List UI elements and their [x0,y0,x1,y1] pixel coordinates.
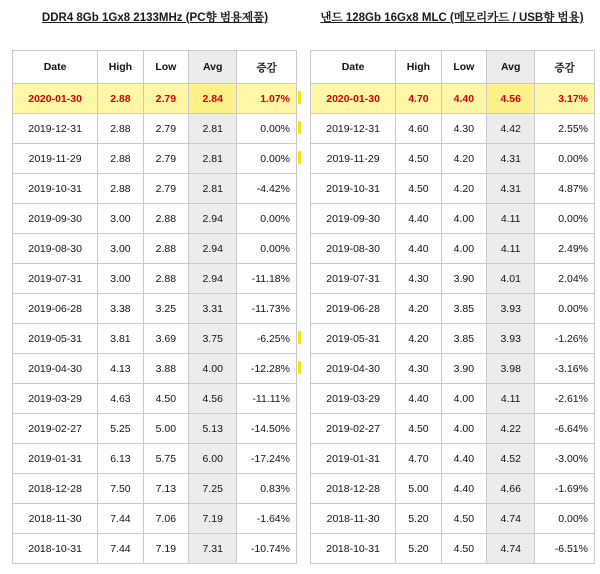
table-row [13,234,297,264]
high-cell: 4.30 [396,264,441,294]
change-cell: 0.00% [535,144,595,174]
table-row [13,84,297,114]
high-cell: 3.00 [98,234,143,264]
low-cell: 3.90 [441,354,486,384]
low-cell: 4.40 [441,444,486,474]
avg-cell: 4.11 [487,234,535,264]
date-cell: 2018-10-31 [13,534,98,564]
high-cell: 4.40 [396,234,441,264]
change-cell: 2.55% [535,114,595,144]
column-header-low: Low [441,51,486,84]
dram-price-table [12,50,297,564]
change-cell: -17.24% [237,444,297,474]
high-cell: 2.88 [98,84,143,114]
date-cell: 2018-12-28 [311,474,396,504]
high-cell: 6.13 [98,444,143,474]
high-cell: 4.70 [396,444,441,474]
change-cell: -10.74% [237,534,297,564]
date-cell: 2019-04-30 [13,354,98,384]
table-row [311,174,595,204]
column-header-avg: Avg [487,51,535,84]
avg-cell: 2.94 [189,234,237,264]
avg-cell: 4.00 [189,354,237,384]
avg-cell: 4.74 [487,534,535,564]
date-cell: 2019-09-30 [13,204,98,234]
date-cell: 2019-06-28 [311,294,396,324]
high-cell: 7.44 [98,504,143,534]
table-row [13,444,297,474]
high-cell: 5.25 [98,414,143,444]
change-cell: -1.26% [535,324,595,354]
change-cell: -3.16% [535,354,595,384]
table-row [311,204,595,234]
low-cell: 7.06 [143,504,188,534]
avg-cell: 4.11 [487,384,535,414]
high-cell: 7.44 [98,534,143,564]
avg-cell: 3.93 [487,324,535,354]
avg-cell: 3.31 [189,294,237,324]
change-cell: 0.00% [237,234,297,264]
table-row [13,384,297,414]
avg-cell: 4.22 [487,414,535,444]
table-row [13,144,297,174]
table-row [13,354,297,384]
change-cell: -2.61% [535,384,595,414]
avg-cell: 7.19 [189,504,237,534]
avg-cell: 5.13 [189,414,237,444]
low-cell: 7.19 [143,534,188,564]
low-cell: 4.00 [441,234,486,264]
high-cell: 3.00 [98,264,143,294]
date-cell: 2019-08-30 [13,234,98,264]
change-cell: 0.00% [535,504,595,534]
nand-price-table [310,50,595,564]
change-cell: 0.00% [535,294,595,324]
change-cell: -1.69% [535,474,595,504]
avg-cell: 2.81 [189,144,237,174]
high-cell: 5.00 [396,474,441,504]
high-cell: 4.20 [396,294,441,324]
low-cell: 4.00 [441,204,486,234]
date-cell: 2019-04-30 [311,354,396,384]
avg-cell: 2.94 [189,264,237,294]
date-cell: 2019-05-31 [311,324,396,354]
change-cell: 1.07% [237,84,297,114]
high-cell: 4.13 [98,354,143,384]
date-cell: 2019-09-30 [311,204,396,234]
table-row [13,294,297,324]
low-cell: 4.00 [441,384,486,414]
table-row [13,324,297,354]
avg-cell: 4.66 [487,474,535,504]
table-row [13,264,297,294]
column-header-high: High [396,51,441,84]
avg-cell: 4.56 [487,84,535,114]
avg-cell: 4.11 [487,204,535,234]
change-cell: -4.42% [237,174,297,204]
date-cell: 2018-11-30 [311,504,396,534]
column-header-change: 증감 [237,51,297,84]
low-cell: 5.75 [143,444,188,474]
avg-cell: 3.93 [487,294,535,324]
table-row [311,294,595,324]
low-cell: 4.20 [441,144,486,174]
change-cell: -6.64% [535,414,595,444]
low-cell: 4.50 [441,534,486,564]
right-table-title: 낸드 128Gb 16Gx8 MLC (메모리카드 / USB향 범용) [320,12,584,24]
low-cell: 3.88 [143,354,188,384]
high-cell: 4.50 [396,174,441,204]
column-header-date: Date [311,51,396,84]
avg-cell: 4.01 [487,264,535,294]
date-cell: 2019-07-31 [311,264,396,294]
low-cell: 2.88 [143,204,188,234]
table-row [311,474,595,504]
change-cell: -6.51% [535,534,595,564]
date-cell: 2018-12-28 [13,474,98,504]
avg-cell: 4.74 [487,504,535,534]
date-cell: 2019-06-28 [13,294,98,324]
high-cell: 5.20 [396,534,441,564]
low-cell: 2.88 [143,234,188,264]
high-cell: 4.40 [396,204,441,234]
low-cell: 4.50 [441,504,486,534]
low-cell: 4.30 [441,114,486,144]
low-cell: 3.85 [441,294,486,324]
avg-cell: 7.25 [189,474,237,504]
table-row [311,414,595,444]
table-row [311,354,595,384]
date-cell: 2019-10-31 [13,174,98,204]
high-cell: 5.20 [396,504,441,534]
date-cell: 2019-12-31 [311,114,396,144]
column-header-low: Low [143,51,188,84]
date-cell: 2019-10-31 [311,174,396,204]
date-cell: 2019-02-27 [13,414,98,444]
low-cell: 2.79 [143,144,188,174]
table-row [311,114,595,144]
avg-cell: 4.42 [487,114,535,144]
table-row [13,534,297,564]
table-row [13,174,297,204]
table-row [13,204,297,234]
avg-cell: 4.52 [487,444,535,474]
date-cell: 2018-10-31 [311,534,396,564]
table-row [311,504,595,534]
change-cell: -14.50% [237,414,297,444]
high-cell: 3.81 [98,324,143,354]
high-cell: 3.38 [98,294,143,324]
table-row [311,234,595,264]
left-table-title: DDR4 8Gb 1Gx8 2133MHz (PC향 범용제품) [41,12,269,24]
table-row [311,534,595,564]
date-cell: 2019-01-31 [13,444,98,474]
date-cell: 2020-01-30 [311,84,396,114]
date-cell: 2019-03-29 [13,384,98,414]
change-cell: 0.00% [535,204,595,234]
high-cell: 2.88 [98,144,143,174]
avg-cell: 7.31 [189,534,237,564]
highlight-marker [298,331,301,344]
table-row [311,444,595,474]
table-row [311,144,595,174]
low-cell: 2.79 [143,114,188,144]
high-cell: 2.88 [98,174,143,204]
low-cell: 4.40 [441,474,486,504]
avg-cell: 4.56 [189,384,237,414]
low-cell: 3.90 [441,264,486,294]
header-row [311,51,595,84]
low-cell: 2.79 [143,174,188,204]
high-cell: 7.50 [98,474,143,504]
change-cell: -3.00% [535,444,595,474]
table-row [311,384,595,414]
change-cell: -11.73% [237,294,297,324]
change-cell: -11.11% [237,384,297,414]
high-cell: 4.63 [98,384,143,414]
table-row [13,504,297,534]
table-row [311,264,595,294]
table-row [13,414,297,444]
change-cell: 3.17% [535,84,595,114]
date-cell: 2019-12-31 [13,114,98,144]
date-cell: 2019-11-29 [311,144,396,174]
avg-cell: 3.98 [487,354,535,384]
low-cell: 2.79 [143,84,188,114]
date-cell: 2020-01-30 [13,84,98,114]
low-cell: 4.20 [441,174,486,204]
avg-cell: 6.00 [189,444,237,474]
column-header-avg: Avg [189,51,237,84]
avg-cell: 2.94 [189,204,237,234]
highlight-marker [298,151,301,164]
low-cell: 3.69 [143,324,188,354]
high-cell: 3.00 [98,204,143,234]
table-row [13,114,297,144]
column-header-high: High [98,51,143,84]
highlight-marker [298,121,301,134]
table-row [13,474,297,504]
column-header-date: Date [13,51,98,84]
low-cell: 3.25 [143,294,188,324]
low-cell: 4.00 [441,414,486,444]
date-cell: 2019-03-29 [311,384,396,414]
high-cell: 4.50 [396,144,441,174]
low-cell: 4.40 [441,84,486,114]
highlight-marker [298,361,301,374]
table-row [311,324,595,354]
change-cell: -1.64% [237,504,297,534]
change-cell: -12.28% [237,354,297,384]
highlight-marker [298,91,301,104]
change-cell: 2.04% [535,264,595,294]
avg-cell: 4.31 [487,174,535,204]
high-cell: 4.50 [396,414,441,444]
column-header-change: 증감 [535,51,595,84]
avg-cell: 4.31 [487,144,535,174]
avg-cell: 2.81 [189,114,237,144]
avg-cell: 3.75 [189,324,237,354]
change-cell: 4.87% [535,174,595,204]
header-row [13,51,297,84]
change-cell: -11.18% [237,264,297,294]
date-cell: 2019-08-30 [311,234,396,264]
avg-cell: 2.84 [189,84,237,114]
date-cell: 2019-02-27 [311,414,396,444]
date-cell: 2018-11-30 [13,504,98,534]
low-cell: 7.13 [143,474,188,504]
low-cell: 4.50 [143,384,188,414]
change-cell: 0.83% [237,474,297,504]
date-cell: 2019-11-29 [13,144,98,174]
change-cell: 0.00% [237,114,297,144]
high-cell: 4.20 [396,324,441,354]
low-cell: 3.85 [441,324,486,354]
table-row [311,84,595,114]
avg-cell: 2.81 [189,174,237,204]
date-cell: 2019-07-31 [13,264,98,294]
low-cell: 2.88 [143,264,188,294]
high-cell: 4.60 [396,114,441,144]
high-cell: 4.40 [396,384,441,414]
change-cell: 0.00% [237,204,297,234]
change-cell: -6.25% [237,324,297,354]
change-cell: 2.49% [535,234,595,264]
date-cell: 2019-05-31 [13,324,98,354]
low-cell: 5.00 [143,414,188,444]
date-cell: 2019-01-31 [311,444,396,474]
high-cell: 4.30 [396,354,441,384]
high-cell: 2.88 [98,114,143,144]
change-cell: 0.00% [237,144,297,174]
high-cell: 4.70 [396,84,441,114]
